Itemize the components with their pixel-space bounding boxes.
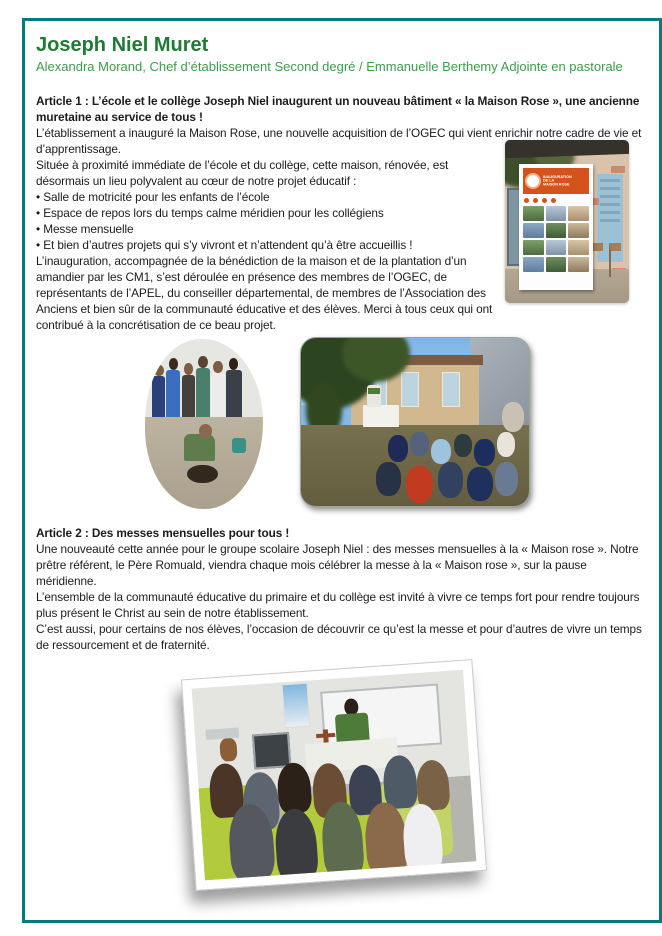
child-head xyxy=(169,358,178,370)
window xyxy=(442,372,460,408)
photo-tree-planting xyxy=(145,339,263,509)
article1-body xyxy=(36,157,500,333)
shelf xyxy=(205,728,238,740)
bullet-item: • Et bien d’autres projets qui s’y vivront et n’attendent qu’à être accueillis ! xyxy=(36,237,500,253)
seated-child xyxy=(495,462,518,496)
poster-photo-grid xyxy=(523,206,589,272)
photo-thumbnail xyxy=(568,257,589,272)
page-subtitle: Alexandra Morand, Chef d’établissement Second degré / Emmanuelle Berthemy Adjointe en pastorale xyxy=(36,59,623,74)
child-figure xyxy=(226,370,241,421)
seated-child xyxy=(474,439,495,466)
article1-paragraph: L’inauguration, accompagnée de la bénédiction de la maison et de la plantation d’un amandier par les CM1, s’est déroulée en présence des membres de l’OGEC, de représentants de l’APEL, du conseiller départemental, de membres de l’Association des Anciens et bien sûr de la communauté éducative et des élèves. Merci à tous ceux qui ont contribué à la concrétisation de ce beau projet. xyxy=(36,254,493,332)
seated-child xyxy=(454,434,472,458)
crouching-child xyxy=(184,434,215,461)
article1-paragraph: Située à proximité immédiate de l’école et du collège, cette maison, rénovée, est désormais un lieu polyvalent au cœur de notre projet éducatif : xyxy=(36,158,449,188)
photo-outdoor-mass xyxy=(300,337,530,507)
page-frame xyxy=(22,18,662,923)
school-logo-icon xyxy=(525,173,541,189)
wooden-chair xyxy=(609,243,621,277)
photo-thumbnail xyxy=(523,206,544,221)
photo-thumbnail xyxy=(523,257,544,272)
child-head xyxy=(154,365,163,377)
seated-child xyxy=(497,432,515,457)
article2-paragraph: Une nouveauté cette année pour le groupe scolaire Joseph Niel : des messes mensuelles à la « Maison rose ». Notre prêtre référent, le Père Romuald, viendra chaque mois célébrer la messe à la « Maison rose », sur la pause méridienne. xyxy=(36,542,639,588)
article2-paragraph: L’ensemble de la communauté éducative du primaire et du collège est invité à vivre ce temps fort pour rendre toujours plus présent le Christ au sein de notre établissement. xyxy=(36,590,640,620)
child-head xyxy=(198,356,207,368)
article1-heading: Article 1 : L’école et le collège Joseph Niel inaugurent un nouveau bâtiment « la Maison Rose », une ancienne muretaine au service de tous ! xyxy=(36,94,640,124)
brick-detail xyxy=(611,166,625,173)
photo-thumbnail xyxy=(546,257,567,272)
watering-can xyxy=(232,438,246,453)
child-figure xyxy=(166,370,180,421)
seated-child xyxy=(388,435,409,462)
child-figure xyxy=(182,375,195,421)
standing-crowd xyxy=(502,402,525,432)
bullet-item: • Messe mensuelle xyxy=(36,221,500,237)
child-figure xyxy=(196,368,210,421)
child-figure xyxy=(152,376,165,420)
photo-thumbnail xyxy=(546,240,567,255)
photo-thumbnail xyxy=(546,223,567,238)
photo-indoor-mass-frame xyxy=(181,659,487,891)
window xyxy=(401,372,419,408)
child-figure xyxy=(211,373,225,421)
seated-child xyxy=(467,467,492,501)
child-head xyxy=(199,424,212,438)
inauguration-poster xyxy=(519,164,593,290)
article2-paragraph: C’est aussi, pour certains de nos élèves, l’occasion de découvrir ce qu’est la messe et pour d’autres de vivre un temps de ressourcement et de fraternité. xyxy=(36,622,642,652)
article2-heading: Article 2 : Des messes mensuelles pour tous ! xyxy=(36,526,290,540)
seated-child xyxy=(376,462,401,496)
article-2 xyxy=(36,525,648,653)
tv-screen xyxy=(252,732,291,769)
photo-maison-rose-facade xyxy=(505,140,629,303)
photo-thumbnail xyxy=(568,223,589,238)
roof-eave xyxy=(505,140,629,158)
altar-table xyxy=(363,405,399,427)
article1-intro: L’établissement a inauguré la Maison Rose, une nouvelle acquisition de l’OGEC qui vient enrichir notre cadre de vie et d’apprentissage. xyxy=(36,126,642,156)
poster-title: INAUGURATION DE LA MAISON ROSE xyxy=(543,175,572,187)
seated-child xyxy=(410,432,428,456)
photo-thumbnail xyxy=(546,206,567,221)
photo-thumbnail xyxy=(568,240,589,255)
poster-header xyxy=(523,168,589,194)
seated-child xyxy=(438,462,463,497)
photo-thumbnail xyxy=(568,206,589,221)
photo-thumbnail xyxy=(523,240,544,255)
child-figure xyxy=(382,754,418,810)
child-head xyxy=(184,363,193,375)
seated-child xyxy=(431,439,452,464)
bullet-item: • Espace de repos lors du temps calme méridien pour les collégiens xyxy=(36,205,500,221)
page-title: Joseph Niel Muret xyxy=(36,34,209,56)
child-head xyxy=(213,361,222,373)
priest-figure xyxy=(367,385,381,407)
child-head xyxy=(229,358,238,370)
bullet-item: • Salle de motricité pour les enfants de l’école xyxy=(36,189,500,205)
photo-thumbnail xyxy=(523,223,544,238)
teddy-bear xyxy=(220,738,238,762)
photo-indoor-mass xyxy=(192,670,477,881)
wall-poster xyxy=(281,683,310,729)
seated-child xyxy=(406,466,433,503)
photos-row xyxy=(36,337,648,511)
poster-dots xyxy=(524,198,589,203)
article1-bullet-list xyxy=(36,189,500,253)
